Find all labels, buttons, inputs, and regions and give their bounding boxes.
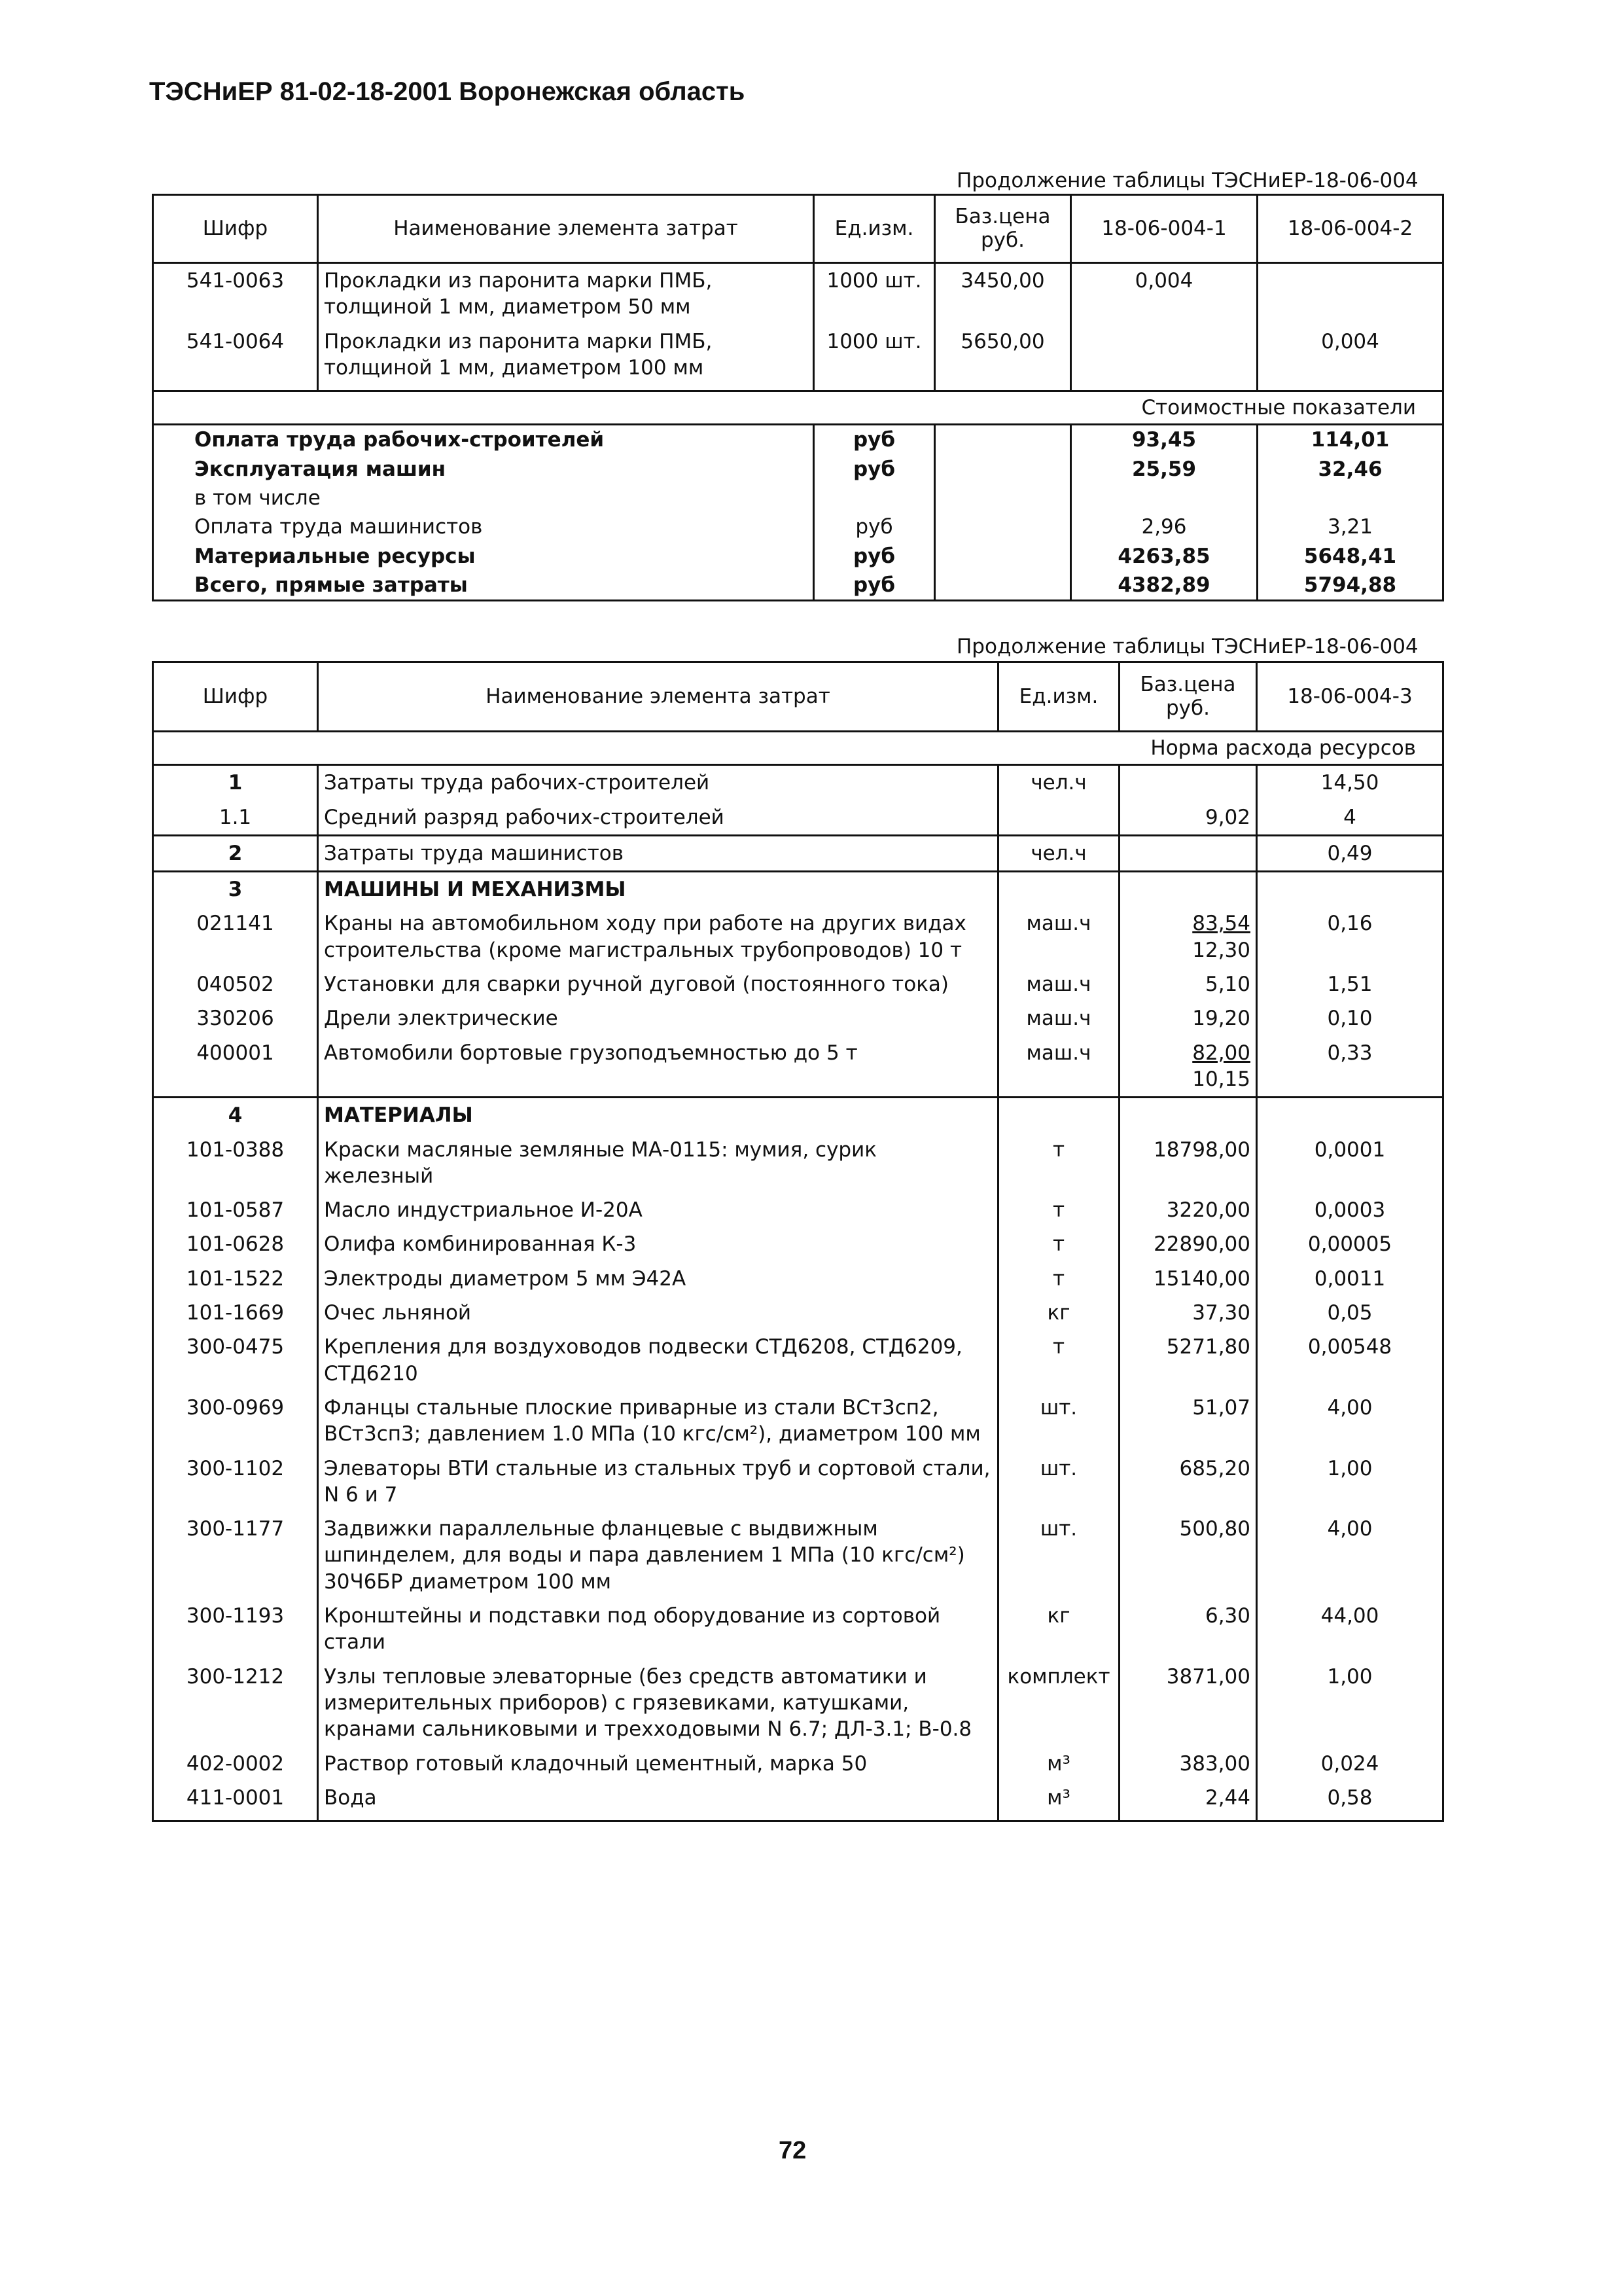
norm-value-3: 0,0001 (1257, 1133, 1443, 1194)
resource-name: Олифа комбинированная К-3 (318, 1227, 998, 1261)
norm-value-3: 1,51 (1257, 967, 1443, 1001)
resource-price (1120, 1193, 1257, 1227)
norm-value-3: 4,00 (1257, 1391, 1443, 1452)
cost-row (153, 455, 1443, 484)
resource-price (1120, 1452, 1257, 1512)
cost-value-1: 4263,85 (1071, 542, 1258, 571)
col-header-unit: Ед.изм. (998, 662, 1120, 732)
resource-price (1120, 1036, 1257, 1098)
table-row (153, 1036, 1443, 1098)
price-main: 51,07 (1192, 1395, 1250, 1420)
cost-price-empty (935, 512, 1071, 541)
norm-value-3: 0,05 (1257, 1296, 1443, 1330)
cost-label: Материальные ресурсы (153, 542, 814, 571)
resource-price (1120, 1296, 1257, 1330)
cost-value-2 (1258, 484, 1443, 512)
norm-value-3: 0,0003 (1257, 1193, 1443, 1227)
resource-name: Затраты труда машинистов (318, 835, 998, 871)
resource-price (1120, 906, 1257, 967)
resource-price (1120, 1781, 1257, 1821)
resource-code: 101-0628 (153, 1227, 318, 1261)
norm-band-label: Норма расхода ресурсов (153, 732, 1443, 765)
col-header-name: Наименование элемента затрат (318, 195, 814, 263)
cost-price-empty (935, 542, 1071, 571)
cost-unit: руб (814, 571, 935, 601)
resource-price: 3450,00 (935, 263, 1071, 325)
cost-value-1: 25,59 (1071, 455, 1258, 484)
table-row (153, 1452, 1443, 1512)
cost-unit: руб (814, 455, 935, 484)
resource-unit: м³ (998, 1781, 1120, 1821)
resource-price (1120, 1227, 1257, 1261)
resource-name: Вода (318, 1781, 998, 1821)
resource-code: 300-1177 (153, 1512, 318, 1599)
table-row (153, 872, 1443, 907)
resource-code: 1 (153, 765, 318, 800)
col-header-name: Наименование элемента затрат (318, 662, 998, 732)
cost-value-1: 93,45 (1071, 425, 1258, 455)
cost-value-2: 32,46 (1258, 455, 1443, 484)
resource-price: 5650,00 (935, 325, 1071, 391)
norm-value-3: 1,00 (1257, 1660, 1443, 1747)
norm-value-3 (1257, 872, 1443, 907)
col-header-norm-1: 18-06-004-1 (1071, 195, 1258, 263)
table-row (153, 765, 1443, 800)
table1-continuation-label: Продолжение таблицы ТЭСНиЕР-18-06-004 (957, 169, 1419, 192)
price-main: 2,44 (1205, 1785, 1250, 1810)
table-row (153, 263, 1443, 325)
resource-price (1120, 1391, 1257, 1452)
norm-value-2: 0,004 (1258, 325, 1443, 391)
cost-row (153, 542, 1443, 571)
cost-indicators-band (153, 391, 1443, 425)
cost-value-2: 5648,41 (1258, 542, 1443, 571)
resource-unit: м³ (998, 1747, 1120, 1781)
table-row (153, 1262, 1443, 1296)
norm-value-3: 0,33 (1257, 1036, 1443, 1098)
resource-unit: маш.ч (998, 1036, 1120, 1098)
cost-unit: руб (814, 512, 935, 541)
price-main: 18798,00 (1154, 1137, 1250, 1162)
table-row (153, 1330, 1443, 1391)
resource-name: Элеваторы ВТИ стальные из стальных труб и сортовой стали, N 6 и 7 (318, 1452, 998, 1512)
resource-code: 300-1193 (153, 1599, 318, 1660)
page-number: 72 (779, 2137, 807, 2164)
table-row (153, 1660, 1443, 1747)
cost-row (153, 484, 1443, 512)
cost-price-empty (935, 455, 1071, 484)
resource-name: МАТЕРИАЛЫ (318, 1098, 998, 1133)
resource-name: Автомобили бортовые грузоподъемностью до 5 т (318, 1036, 998, 1098)
norm-value-3: 0,00005 (1257, 1227, 1443, 1261)
resource-code: 040502 (153, 967, 318, 1001)
resource-code: 101-1669 (153, 1296, 318, 1330)
resource-code: 4 (153, 1098, 318, 1133)
table-row (153, 800, 1443, 836)
resource-name: Кронштейны и подставки под оборудование из сортовой стали (318, 1599, 998, 1660)
resource-name: Установки для сварки ручной дуговой (постоянного тока) (318, 967, 998, 1001)
price-main: 37,30 (1192, 1301, 1250, 1325)
norm-band (153, 732, 1443, 765)
cost-indicators-label: Стоимостные показатели (153, 391, 1443, 425)
resource-code: 400001 (153, 1036, 318, 1098)
table-row (153, 1512, 1443, 1599)
norm-value-3: 0,49 (1257, 835, 1443, 871)
resource-price (1120, 1747, 1257, 1781)
norm-value-3: 44,00 (1257, 1599, 1443, 1660)
document-title: ТЭСНиЕР 81-02-18-2001 Воронежская область (149, 77, 745, 106)
resource-unit: т (998, 1227, 1120, 1261)
price-main: 5271,80 (1166, 1335, 1250, 1359)
resource-price (1120, 800, 1257, 836)
price-main: 500,80 (1179, 1517, 1250, 1541)
resource-unit: т (998, 1330, 1120, 1391)
cost-price-empty (935, 484, 1071, 512)
resource-code: 101-1522 (153, 1262, 318, 1296)
resource-name: Затраты труда рабочих-строителей (318, 765, 998, 800)
cost-price-empty (935, 425, 1071, 455)
resource-code: 101-0587 (153, 1193, 318, 1227)
resource-price (1120, 1001, 1257, 1035)
resource-unit: чел.ч (998, 765, 1120, 800)
cost-unit: руб (814, 425, 935, 455)
norm-value-3: 14,50 (1257, 765, 1443, 800)
price-main: 19,20 (1192, 1007, 1250, 1031)
table2-continuation-label: Продолжение таблицы ТЭСНиЕР-18-06-004 (957, 635, 1419, 658)
resource-unit: маш.ч (998, 1001, 1120, 1035)
table-row (153, 1227, 1443, 1261)
table-row (153, 1747, 1443, 1781)
resource-unit: 1000 шт. (814, 263, 935, 325)
col-header-price: Баз.цена руб. (935, 195, 1071, 263)
resource-name: МАШИНЫ И МЕХАНИЗМЫ (318, 872, 998, 907)
resource-code: 541-0064 (153, 325, 318, 391)
cost-label: Оплата труда рабочих-строителей (153, 425, 814, 455)
resource-unit: кг (998, 1296, 1120, 1330)
resource-price (1120, 1660, 1257, 1747)
norm-value-3: 0,58 (1257, 1781, 1443, 1821)
resource-price (1120, 1599, 1257, 1660)
resource-unit: комплект (998, 1660, 1120, 1747)
table-row (153, 1193, 1443, 1227)
table-row (153, 835, 1443, 871)
resource-unit: шт. (998, 1452, 1120, 1512)
table-row (153, 1599, 1443, 1660)
price-main: 6,30 (1205, 1604, 1250, 1628)
price-main: 3871,00 (1166, 1664, 1250, 1689)
resource-unit: маш.ч (998, 906, 1120, 967)
resource-price (1120, 1262, 1257, 1296)
resource-name: Масло индустриальное И-20А (318, 1193, 998, 1227)
norm-value-3: 1,00 (1257, 1452, 1443, 1512)
price-main: 82,00 (1192, 1041, 1250, 1065)
col-header-price: Баз.цена руб. (1120, 662, 1257, 732)
resource-price (1120, 765, 1257, 800)
resource-name: Средний разряд рабочих-строителей (318, 800, 998, 836)
table-row (153, 1098, 1443, 1133)
norm-value-3: 4,00 (1257, 1512, 1443, 1599)
price-secondary: 12,30 (1192, 938, 1250, 962)
resource-name: Очес льняной (318, 1296, 998, 1330)
resource-code: 300-1102 (153, 1452, 318, 1512)
resource-name: Электроды диаметром 5 мм Э42А (318, 1262, 998, 1296)
price-main: 685,20 (1179, 1456, 1250, 1480)
norm-value-3: 0,10 (1257, 1001, 1443, 1035)
price-main: 383,00 (1179, 1751, 1250, 1776)
cost-label: Всего, прямые затраты (153, 571, 814, 601)
norm-value-3: 0,00548 (1257, 1330, 1443, 1391)
price-main: 22890,00 (1154, 1232, 1250, 1257)
resource-price (1120, 1512, 1257, 1599)
norm-value-1: 0,004 (1071, 263, 1258, 325)
resource-name: Крепления для воздуховодов подвески СТД6208, СТД6209, СТД6210 (318, 1330, 998, 1391)
resource-unit: т (998, 1133, 1120, 1194)
cost-row (153, 571, 1443, 601)
col-header-norm-2: 18-06-004-2 (1258, 195, 1443, 263)
resource-code: 300-0475 (153, 1330, 318, 1391)
cost-value-1 (1071, 484, 1258, 512)
table-row (153, 1781, 1443, 1821)
resource-unit: шт. (998, 1512, 1120, 1599)
resource-name: Прокладки из паронита марки ПМБ, толщиной 1 мм, диаметром 50 мм (318, 263, 814, 325)
resource-unit: т (998, 1193, 1120, 1227)
resource-code: 101-0388 (153, 1133, 318, 1194)
price-secondary: 10,15 (1192, 1067, 1250, 1091)
resource-code: 021141 (153, 906, 318, 967)
resource-unit: маш.ч (998, 967, 1120, 1001)
cost-value-2: 114,01 (1258, 425, 1443, 455)
resource-unit: шт. (998, 1391, 1120, 1452)
resource-code: 411-0001 (153, 1781, 318, 1821)
cost-unit: руб (814, 542, 935, 571)
resource-unit (998, 800, 1120, 836)
price-main: 83,54 (1192, 912, 1250, 936)
resource-code: 402-0002 (153, 1747, 318, 1781)
resource-code: 3 (153, 872, 318, 907)
table-row (153, 906, 1443, 967)
resource-code: 541-0063 (153, 263, 318, 325)
col-header-code: Шифр (153, 195, 318, 263)
norm-value-3: 0,16 (1257, 906, 1443, 967)
cost-label: в том числе (153, 484, 814, 512)
cost-value-2: 3,21 (1258, 512, 1443, 541)
resource-price (1120, 1133, 1257, 1194)
norm-value-3 (1257, 1098, 1443, 1133)
col-header-code: Шифр (153, 662, 318, 732)
resource-unit (998, 1098, 1120, 1133)
resource-price (1120, 967, 1257, 1001)
norm-value-3: 4 (1257, 800, 1443, 836)
price-main: 9,02 (1205, 805, 1250, 829)
resource-table-1 (152, 194, 1444, 601)
resource-code: 300-1212 (153, 1660, 318, 1747)
price-main: 3220,00 (1166, 1198, 1250, 1223)
resource-name: Раствор готовый кладочный цементный, марка 50 (318, 1747, 998, 1781)
col-header-norm-3: 18-06-004-3 (1257, 662, 1443, 732)
resource-code: 2 (153, 835, 318, 871)
table-row (153, 1001, 1443, 1035)
resource-name: Задвижки параллельные фланцевые с выдвижным шпинделем, для воды и пара давлением 1 МПа (10 кгс/см²) 30Ч6БР диаметром 100 мм (318, 1512, 998, 1599)
price-main: 15140,00 (1154, 1266, 1250, 1291)
cost-label: Оплата труда машинистов (153, 512, 814, 541)
norm-value-3: 0,0011 (1257, 1262, 1443, 1296)
resource-unit: кг (998, 1599, 1120, 1660)
resource-unit: чел.ч (998, 835, 1120, 871)
resource-name: Фланцы стальные плоские приварные из стали ВСт3сп2, ВСт3сп3; давлением 1.0 МПа (10 кгс/см²), диаметром 100 мм (318, 1391, 998, 1452)
table-row (153, 1133, 1443, 1194)
cost-label: Эксплуатация машин (153, 455, 814, 484)
cost-unit (814, 484, 935, 512)
resource-unit: 1000 шт. (814, 325, 935, 391)
resource-code: 1.1 (153, 800, 318, 836)
resource-name: Дрели электрические (318, 1001, 998, 1035)
cost-value-2: 5794,88 (1258, 571, 1443, 601)
resource-table-2 (152, 661, 1444, 1822)
cost-price-empty (935, 571, 1071, 601)
cost-row (153, 512, 1443, 541)
cost-row (153, 425, 1443, 455)
table-row (153, 325, 1443, 391)
resource-code: 330206 (153, 1001, 318, 1035)
col-header-unit: Ед.изм. (814, 195, 935, 263)
resource-name: Краски масляные земляные МА-0115: мумия, сурик железный (318, 1133, 998, 1194)
cost-value-1: 2,96 (1071, 512, 1258, 541)
resource-price (1120, 872, 1257, 907)
table-row (153, 1391, 1443, 1452)
norm-value-3: 0,024 (1257, 1747, 1443, 1781)
resource-code: 300-0969 (153, 1391, 318, 1452)
norm-value-2 (1258, 263, 1443, 325)
norm-value-1 (1071, 325, 1258, 391)
resource-price (1120, 1098, 1257, 1133)
resource-name: Прокладки из паронита марки ПМБ, толщиной 1 мм, диаметром 100 мм (318, 325, 814, 391)
resource-price (1120, 1330, 1257, 1391)
resource-unit: т (998, 1262, 1120, 1296)
table-row (153, 967, 1443, 1001)
table-row (153, 1296, 1443, 1330)
price-main: 5,10 (1205, 973, 1250, 997)
resource-price (1120, 835, 1257, 871)
resource-name: Узлы тепловые элеваторные (без средств автоматики и измерительных приборов) с грязевиками, катушками, кранами сальниковыми и трехходовыми N 6.7; ДЛ-3.1; В-0.8 (318, 1660, 998, 1747)
resource-unit (998, 872, 1120, 907)
resource-name: Краны на автомобильном ходу при работе на других видах строительства (кроме магистральных трубопроводов) 10 т (318, 906, 998, 967)
cost-value-1: 4382,89 (1071, 571, 1258, 601)
